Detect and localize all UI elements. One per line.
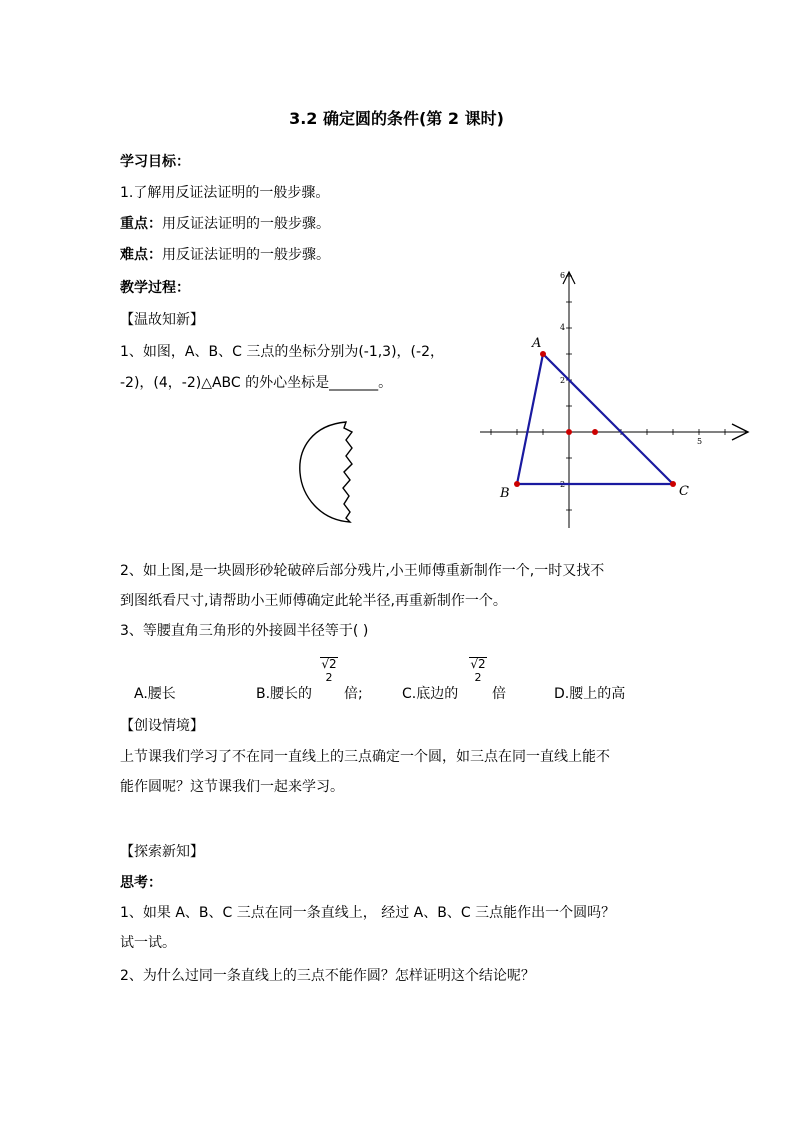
axis-ticks xyxy=(491,276,725,510)
key-point-text: 用反证法证明的一般步骤。 xyxy=(162,216,330,232)
key-point-label: 重点： xyxy=(120,216,162,232)
coordinate-graph xyxy=(476,266,756,538)
axis-marker-point xyxy=(592,429,598,435)
option-b-prefix: B.腰长的 xyxy=(256,686,313,702)
tick-label-4: 4 xyxy=(560,323,566,332)
label-c: C xyxy=(679,484,689,499)
scenario-line1: 上节课我们学习了不在同一直线上的三点确定一个圆，如三点在同一直线上能不 xyxy=(120,749,610,765)
triangle-abc xyxy=(514,351,676,487)
broken-wheel-figure xyxy=(288,418,360,526)
option-b-frac-den: 2 xyxy=(325,671,333,684)
scenario-line2: 能作圆呢？这节课我们一起来学习。 xyxy=(120,779,344,795)
process-heading: 教学过程： xyxy=(120,280,190,296)
explore-q1-line2: 试一试。 xyxy=(120,935,176,951)
difficulty-text: 用反证法证明的一般步骤。 xyxy=(162,247,330,263)
review-q1-line1: 1、如图，A、B、C 三点的坐标分别为(-1,3)，(-2， xyxy=(120,344,444,360)
triangle-outline xyxy=(517,354,673,484)
tick-label-2: 2 xyxy=(560,376,566,385)
explore-q1-line1: 1、如果 A、B、C 三点在同一条直线上， 经过 A、B、C 三点能作出一个圆吗？ xyxy=(120,905,616,921)
difficulty-line xyxy=(120,245,330,265)
goals-heading: 学习目标： xyxy=(120,154,190,170)
axis-marker-point xyxy=(566,429,572,435)
page-title: 3.2 确定圆的条件(第 2 课时) xyxy=(289,109,504,128)
option-c-frac-den: 2 xyxy=(474,671,482,684)
option-c-frac-num: √2 xyxy=(470,657,486,671)
label-a: A xyxy=(532,336,542,351)
tick-label-neg2: 2 xyxy=(560,480,566,489)
label-b: B xyxy=(500,486,510,501)
vertex-a xyxy=(540,351,546,357)
option-b-suffix: 倍; xyxy=(344,686,363,702)
option-a: A.腰长 xyxy=(134,686,176,702)
vertex-c xyxy=(670,481,676,487)
explore-heading: 【探索新知】 xyxy=(120,844,204,860)
option-d: D.腰上的高 xyxy=(554,686,626,702)
vertex-b xyxy=(514,481,520,487)
review-heading: 【温故知新】 xyxy=(120,312,204,328)
key-point-line xyxy=(120,214,330,234)
option-b-fraction xyxy=(318,657,340,684)
review-q1-line2: -2)，(4，-2)△ABC 的外心坐标是_______。 xyxy=(120,375,393,391)
goals-item-1: 1.了解用反证法证明的一般步骤。 xyxy=(120,185,330,201)
option-c-suffix: 倍 xyxy=(492,686,506,702)
difficulty-label: 难点： xyxy=(120,247,162,263)
tick-label-5: 5 xyxy=(697,437,703,446)
option-b-frac-num: √2 xyxy=(321,657,337,671)
wheel-shard-outline xyxy=(300,422,352,522)
tick-label-6: 6 xyxy=(560,271,566,280)
option-c-prefix: C.底边的 xyxy=(402,686,459,702)
think-heading: 思考： xyxy=(120,875,162,891)
explore-q2: 2、为什么过同一条直线上的三点不能作圆？怎样证明这个结论呢？ xyxy=(120,968,535,984)
review-q3: 3、等腰直角三角形的外接圆半径等于( ) xyxy=(120,623,369,639)
review-q2-line2: 到图纸看尺寸,请帮助小王师傅确定此轮半径,再重新制作一个。 xyxy=(120,593,507,609)
option-c-fraction xyxy=(467,657,489,684)
review-q2-line1: 2、如上图,是一块圆形砂轮破碎后部分残片,小王师傅重新制作一个,一时又找不 xyxy=(120,563,605,579)
scenario-heading: 【创设情境】 xyxy=(120,718,204,734)
